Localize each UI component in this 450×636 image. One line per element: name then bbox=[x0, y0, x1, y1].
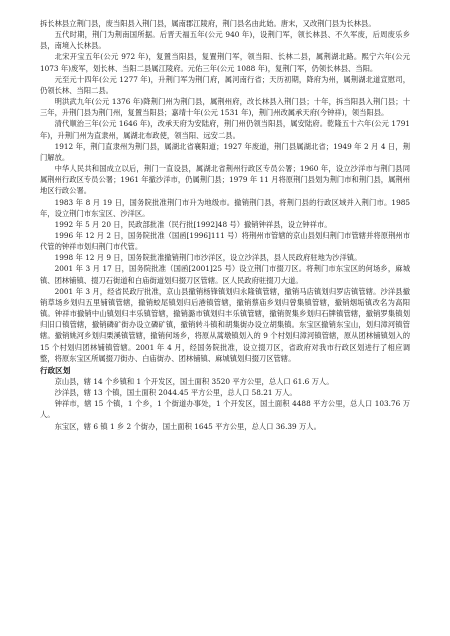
history-paragraph: 北宋开宝五年(公元 972 年)，复置当阳县，复置荆门军，领当阳、长林二县，属荆湖北路。熙宁六年(公元 1073 年)废军，划长林、当阳二县属江陵府。元佑三年(公元 1088 年)，复荆门军，仍领长林县、当阳。 bbox=[40, 52, 410, 73]
history-paragraph: 五代时期，荆门为荆南国所据。后晋天福五年(公元 940 年)，设荆门军，领长林县、不久军废，后周废乐乡县，南境入长林县。 bbox=[40, 30, 410, 51]
history-paragraph: 1912 年，荆门直隶州为荆门县，属湖北省襄阳道；1927 年废道，荆门县属湖北省；1949 年 2 月 4 日，荆门解放。 bbox=[40, 141, 410, 162]
history-paragraph: 拆长林县立荆门县，废当阳县入荆门县，属南郡江陵府，荆门县名由此始。唐末，又改荆门县为长林县。 bbox=[40, 19, 376, 28]
history-paragraph: 中华人民共和国成立以后，荆门一直设县，属湖北省荆州行政区专员公署；1960 年，设立沙洋市与荆门县同属荆州行政区专员公署；1961 年撤沙洋市，仍属荆门县；1979 年 11 月将原荆门县划为荆门市和荆门县，属荆州地区行政公署。 bbox=[40, 164, 410, 196]
history-paragraph: 1996 年 12 月 2 日，国务院批准（国函[1996]111 号）将荆州市管辖的京山县划归荆门市管辖并将原荆州市代管的钟祥市划归荆门市代管。 bbox=[40, 230, 410, 252]
history-paragraph: 元至元十四年(公元 1277 年)，升荆门军为荆门府，属河南行省；天历初期，降府为州，属荆湖北道宣慰司，仍领长林、当阳二县。 bbox=[40, 74, 410, 95]
section-heading: 行政区划 bbox=[40, 365, 71, 375]
district-stats-section bbox=[40, 376, 410, 432]
history-paragraph: 1983 年 8 月 19 日，国务院批准荆门市升为地级市。撤销荆门县，将荆门县的行政区域并入荆门市。1985 年，设立荆门市东宝区、沙洋区。 bbox=[40, 197, 410, 218]
history-paragraph: 明洪武九年(公元 1376 年)降荆门州为荆门县，属荆州府，改长林县入荆门县；十年，拆当阳县入荆门县；十三年，升荆门县为荆门州，复置当阳县；嘉靖十年(公元 1531 年)，荆门州改属承天府(今钟祥)，领当阳县。 bbox=[40, 97, 410, 118]
history-section bbox=[40, 18, 410, 364]
history-paragraph: 清代顺治三年(公元 1646 年)，改承天府为安陆府，荆门州仍领当阳县，属安陆府。乾隆五十六年(公元 1791 年)，升荆门州为直隶州，属湖北布政使，领当阳、远安二县。 bbox=[40, 119, 410, 140]
history-paragraph: 2001 年 3 月，经省民政厅批准，京山县撤销杨锋镇划归永隆镇管辖，撤销马店镇划归罗店镇管辖。沙洋县撤销草场乡划归五里铺镇管辖，撤销蛟尾镇划归后港镇管辖，撤销蔡庙乡划归曾集镇管辖，撤销烟垢镇改名为高阳镇。钟祥市撤销中山镇划归丰乐镇管辖，撤销潞市镇划归丰乐镇管辖，撤销贺集乡划归石牌镇管辖，撤销罗集镇划归旧口镇管辖，撤销磷矿街办设立磷矿镇，撤销转斗镇和胡集街办设立胡集镇。东宝区撤销东宝山，划归漳河镇管辖。撤销姚河乡划归栗溪镇管辖，撤销何场乡，将原从蒿墩镇划入的 9 个村划归漳河镇管辖，原从团林铺镇划入的 15 个村划归团林铺镇管辖。2001 年 4 月，经国务院批准，设立掇刀区，省政府对我市行政区划进行了相应调整，将原东宝区所属掇刀街办、白庙街办、团林铺镇、麻城镇划归掇刀区管辖。 bbox=[40, 286, 410, 363]
district-stat-line: 钟祥市，辖 15 个镇，1 个乡，1 个街道办事处，1 个开发区，国土面积 4488 平方公里，总人口 103.76 万人。 bbox=[40, 399, 410, 420]
district-stat-line: 京山县，辖 14 个乡镇和 1 个开发区，国土面积 3520 平方公里，总人口 61.6 万人。 bbox=[54, 377, 334, 386]
history-paragraph: 1998 年 12 月 9 日，国务院批准撤销荆门市沙洋区，设立沙洋县，县人民政府驻地为沙洋镇。 bbox=[54, 253, 362, 263]
history-paragraph: 2001 年 3 月 17 日，国务院批准（国函[2001]25 号）设立荆门市掇刀区。将荆门市东宝区的何场乡，麻城镇、团林铺镇、掇刀石街道和白庙街道划归掇刀区管辖。区人民政府驻掇刀大道。 bbox=[40, 264, 410, 285]
history-paragraph: 1992 年 5 月 20 日，民政部批准（民行批[1992]48 号）撤销钟祥县，设立钟祥市。 bbox=[54, 219, 332, 229]
district-stat-line: 沙洋县，辖 13 个镇，国土面积 2044.45 平方公里，总人口 58.21 万人。 bbox=[54, 388, 297, 398]
district-stat-line: 东宝区，辖 6 镇 1 乡 2 个街办，国土面积 1645 平方公里，总人口 36.39 万人。 bbox=[54, 421, 321, 431]
